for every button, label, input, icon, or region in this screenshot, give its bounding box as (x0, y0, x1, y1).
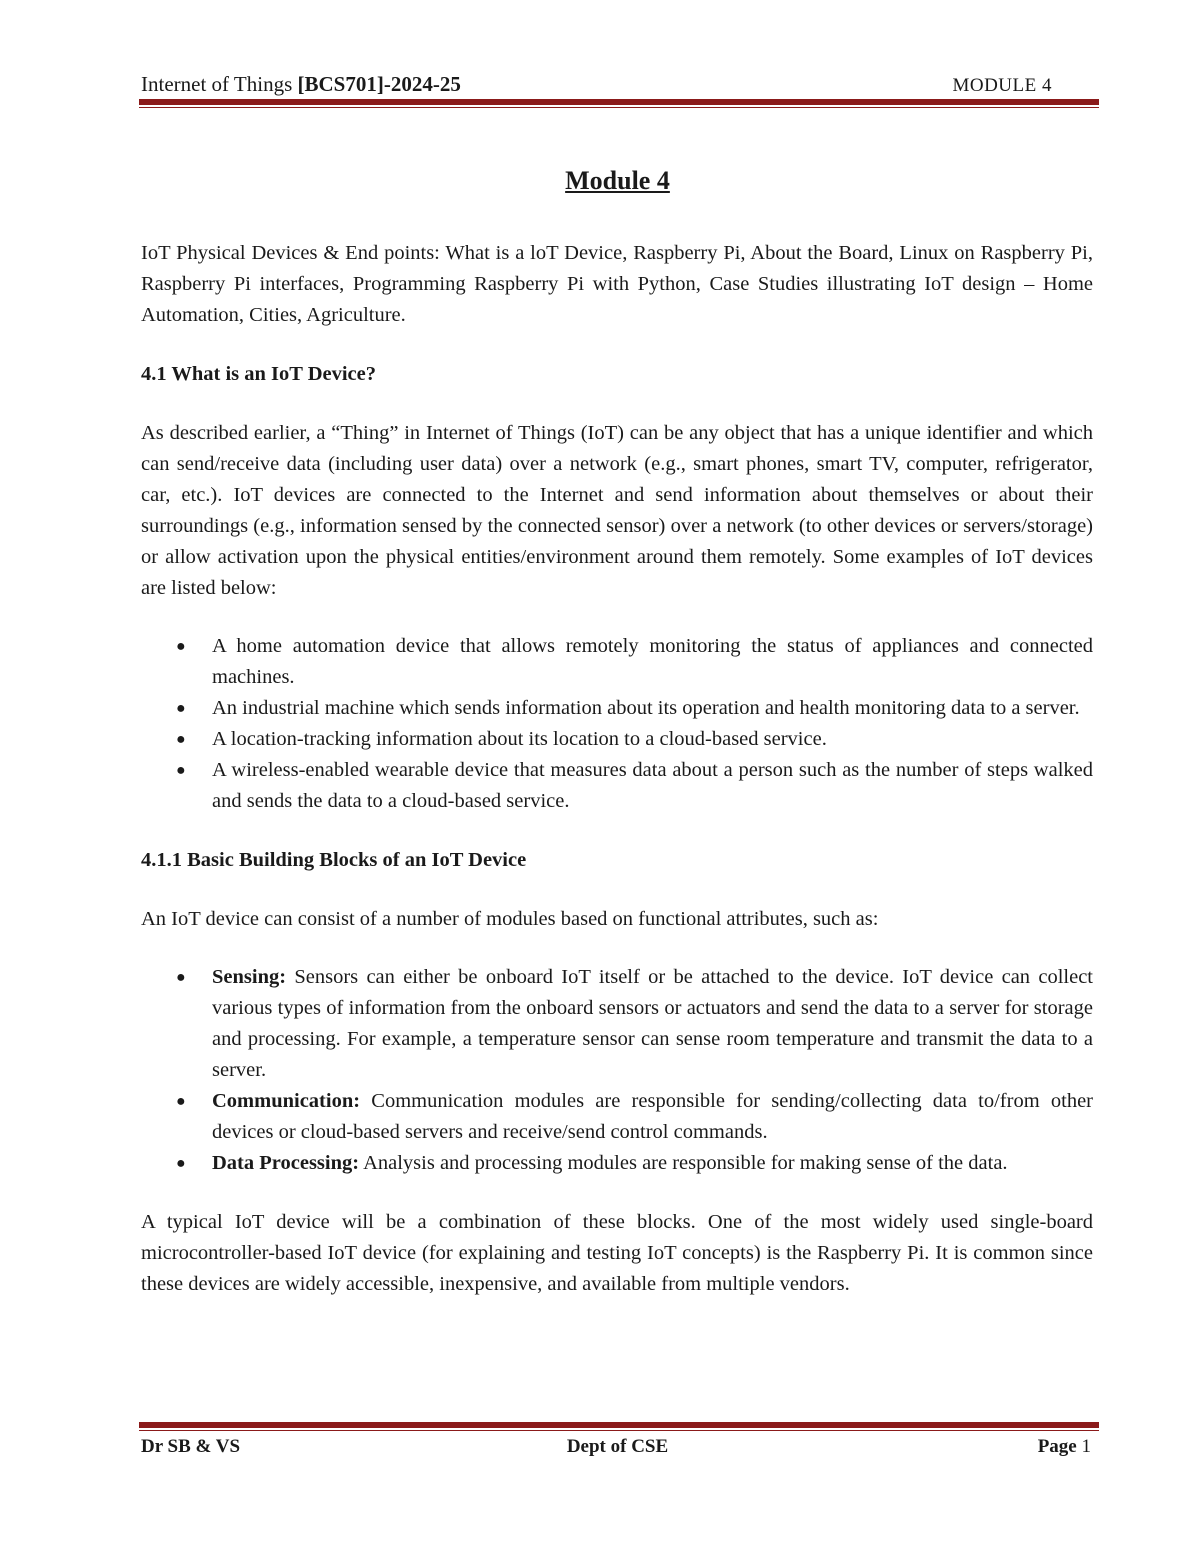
block-term: Communication: (212, 1090, 361, 1112)
closing-paragraph: A typical IoT device will be a combination of these blocks. One of the most widely used single-board microcontroller-based IoT device (for explaining and testing IoT concepts) is the Raspberry Pi. It is common since these devices are widely accessible, inexpensive, and available from multiple vendors. (141, 1211, 1093, 1295)
block-text: Analysis and processing modules are responsible for making sense of the data. (359, 1152, 1008, 1174)
page-number: 1 (1081, 1436, 1091, 1457)
footer-authors: Dr SB & VS (141, 1436, 241, 1457)
bullet-icon: ● (176, 762, 186, 779)
list-item (141, 1148, 1093, 1179)
page-title: Module 4 (565, 166, 670, 195)
bullet-icon: ● (176, 700, 186, 717)
list-item: ● A home automation device that allows remotely monitoring the status of appliances and connected machines. (141, 631, 1093, 693)
footer-page (1038, 1436, 1091, 1458)
bullet-icon: ● (176, 731, 186, 748)
running-header-course (141, 72, 461, 97)
bullet-icon: ● (176, 1155, 186, 1172)
header-rule (139, 99, 1099, 105)
footer-rule-thin (139, 1430, 1099, 1431)
block-term: Data Processing: (212, 1152, 360, 1174)
list-item: ● An industrial machine which sends information about its operation and health monitoring data to a server. (141, 693, 1093, 724)
list-item: ● A wireless-enabled wearable device that measures data about a person such as the number of steps walked and sends the data to a cloud-based service. (141, 755, 1093, 817)
block-text: Sensors can either be onboard IoT itself or be attached to the device. IoT device can collect various types of information from the onboard sensors or actuators and send the data to a server for storage and processing. For example, a temperature sensor can sense room temperature and transmit the data to a server. (212, 966, 1093, 1081)
bullet-icon: ● (176, 969, 186, 986)
page-label: Page (1037, 1436, 1082, 1457)
section-heading-4-1: 4.1 What is an IoT Device? (141, 363, 377, 385)
footer-department: Dept of CSE (566, 1436, 669, 1457)
list-item (141, 962, 1093, 1086)
section-heading-4-1-1: 4.1.1 Basic Building Blocks of an IoT Device (141, 849, 527, 871)
course-code: [BCS701]-2024-25 (297, 72, 461, 96)
running-header-module: MODULE 4 (952, 75, 1052, 96)
section-4-1-paragraph: As described earlier, a “Thing” in Internet of Things (IoT) can be any object that has a unique identifier and which can send/receive data (including user data) over a network (e.g., smart phones, smart TV, computer, refrigerator, car, etc.). IoT devices are connected to the Internet and send information about themselves or about their surroundings (e.g., information sensed by the connected sensor) over a network (to other devices or servers/storage) or allow activation upon the physical entities/environment around them remotely. Some examples of IoT devices are listed below: (141, 422, 1093, 599)
block-term: Sensing: (212, 966, 287, 988)
bullet-icon: ● (176, 638, 186, 655)
course-prefix: Internet of Things (141, 72, 298, 96)
section-4-1-1-intro: An IoT device can consist of a number of modules based on functional attributes, such as: (141, 908, 879, 930)
header-rule-thin (139, 107, 1099, 108)
list-item: ● A location-tracking information about its location to a cloud-based service. (141, 724, 1093, 755)
footer-rule (139, 1422, 1099, 1428)
document-body (141, 238, 1093, 1300)
building-blocks-list (141, 962, 1093, 1179)
list-item (141, 1086, 1093, 1148)
iot-examples-list (141, 631, 1093, 817)
syllabus-paragraph: IoT Physical Devices & End points: What is a loT Device, Raspberry Pi, About the Board, Linux on Raspberry Pi, Raspberry Pi interfaces, Programming Raspberry Pi with Python, Case Studies illustrating IoT design – Home Automation, Cities, Agriculture. (141, 242, 1093, 326)
bullet-icon: ● (176, 1093, 186, 1110)
block-text: Communication modules are responsible for sending/collecting data to/from other devices or cloud-based servers and receive/send control commands. (212, 1090, 1093, 1143)
